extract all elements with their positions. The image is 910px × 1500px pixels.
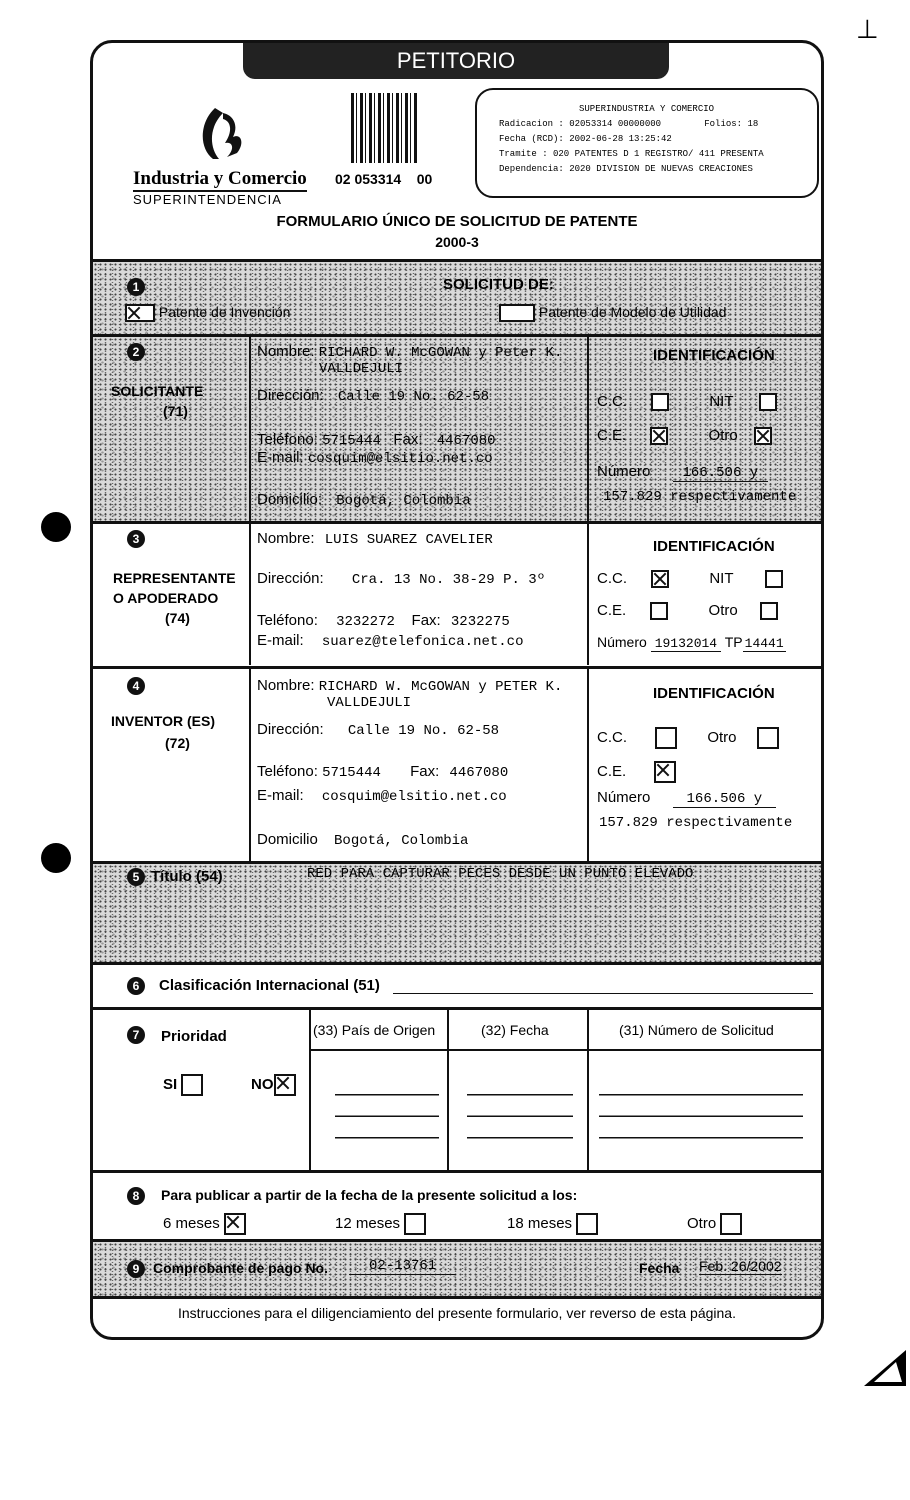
section-label: Para publicar a partir de la fecha de la presente solicitud a los: (161, 1187, 578, 1203)
stamp-line-1: SUPERINDUSTRIA Y COMERCIO (579, 104, 715, 114)
footer-note: Instrucciones para el diligenciamiento del presente formulario, ver reverso de esta página. (178, 1305, 736, 1321)
section-9 (93, 1242, 821, 1296)
section-8 (93, 1173, 821, 1239)
section-number: 3 (127, 530, 145, 548)
section-code: (72) (165, 735, 190, 751)
form-code: 2000-3 (435, 234, 479, 250)
applicant-fax: 4467080 (436, 433, 496, 449)
nit-checkbox[interactable] (765, 570, 783, 588)
section-number: 5 (127, 868, 145, 886)
section-5 (93, 864, 821, 962)
id-number: 19132014 (651, 636, 721, 652)
inventor-fax: 4467080 (449, 765, 509, 781)
section-code: (74) (165, 610, 190, 626)
id-number-row: Número 19132014 TP 14441 (597, 634, 784, 651)
inventor-phone: 5715444 (322, 765, 381, 781)
org-logo (133, 103, 313, 207)
section-label: INVENTOR (ES) (111, 713, 215, 729)
12-months-checkbox[interactable] (404, 1213, 426, 1235)
section-label: SOLICITANTE (111, 383, 204, 399)
no-checkbox[interactable] (274, 1074, 296, 1096)
section-label: Clasificación Internacional (51) (159, 977, 380, 994)
page-corner-mark: ⊥ (856, 14, 879, 44)
col-date: (32) Fecha (481, 1022, 549, 1038)
inventor-name: RICHARD W. McGOWAN y PETER K. (318, 679, 563, 695)
stamp-line-5: Dependencia: 2020 DIVISION DE NUEVAS CREACIONES (499, 164, 753, 174)
priority-blank-lines (599, 1074, 803, 1140)
email-row: E-mail: cosquim@elsitio.net.co (257, 449, 493, 467)
stamp-line-2: Radicacion : 02053314 00000000 Folios: 18 (499, 119, 759, 129)
inventor-email: cosquim@elsitio.net.co (321, 789, 507, 805)
section-label: Comprobante de pago No. (153, 1260, 328, 1276)
id-heading: IDENTIFICACIÓN (653, 685, 775, 702)
invention-patent-option[interactable]: Patente de Invención (125, 304, 290, 322)
utility-model-option[interactable]: Patente de Modelo de Utilidad (499, 304, 726, 322)
section-3 (93, 524, 821, 666)
section-1 (93, 262, 821, 334)
solicitud-heading: SOLICITUD DE: (443, 276, 554, 293)
nombre-row: Nombre: LUIS SUAREZ CAVELIER (257, 530, 493, 548)
section-4 (93, 669, 821, 861)
id-options-row-2: C.E. Otro (597, 602, 778, 620)
section-label: Prioridad (161, 1028, 227, 1045)
option-6-months: 6 meses (163, 1213, 246, 1235)
section-number: 9 (127, 1260, 145, 1278)
representative-name: LUIS SUAREZ CAVELIER (324, 532, 493, 548)
id-number-row: Número 166.506 y (597, 463, 768, 481)
priority-blank-lines (467, 1074, 573, 1140)
form-main-title: FORMULARIO ÚNICO DE SOLICITUD DE PATENTE (276, 213, 638, 230)
18-months-checkbox[interactable] (576, 1213, 598, 1235)
representative-fax: 3232275 (450, 614, 510, 630)
email-row: E-mail: suarez@telefonica.net.co (257, 632, 524, 650)
ce-checkbox[interactable] (650, 602, 668, 620)
barcode-number: 02 053314 00 (335, 171, 433, 187)
id-number-row: Número 166.506 y (597, 789, 776, 807)
priority-blank-lines (335, 1074, 439, 1140)
cc-checkbox[interactable] (655, 727, 677, 749)
col-country: (33) País de Origen (313, 1022, 436, 1038)
cc-checkbox[interactable] (651, 570, 669, 588)
id-options-row-1: C.C. Otro (597, 727, 779, 749)
no-option: NO (251, 1074, 296, 1096)
applicant-name-2: VALLDEJULI (319, 361, 404, 377)
punch-hole-top (41, 512, 71, 542)
section-code: (71) (163, 403, 188, 419)
id-options-row-2: C.E. Otro (597, 427, 772, 445)
form-title-banner (243, 43, 669, 79)
id-heading: IDENTIFICACIÓN (653, 347, 775, 364)
applicant-name: RICHARD W. McGOWAN y Peter K. (318, 345, 563, 361)
col-application-number: (31) Número de Solicitud (619, 1022, 774, 1038)
6-months-checkbox[interactable] (224, 1213, 246, 1235)
inventor-address: Calle 19 No. 62-58 (347, 723, 500, 739)
punch-hole-bottom (41, 843, 71, 873)
nombre-row: Nombre: RICHARD W. McGOWAN y Peter K. (257, 343, 563, 361)
si-option: SI (163, 1074, 203, 1096)
id-number: 166.506 y (673, 791, 777, 808)
otro-checkbox[interactable] (757, 727, 779, 749)
applicant-address: Calle 19 No. 62-58 (337, 389, 490, 405)
utility-checkbox[interactable] (499, 304, 535, 322)
direccion-row: Dirección: Calle 19 No. 62-58 (257, 721, 500, 739)
petitorio-title: PETITORIO (396, 48, 516, 73)
direccion-row: Dirección: Cra. 13 No. 38-29 P. 3º (257, 570, 546, 588)
classification-line (393, 993, 813, 994)
id-number: 166.506 y (673, 465, 769, 482)
corner-triangle-icon (862, 1348, 908, 1388)
id-options-row-1: C.C. NIT (597, 393, 777, 411)
option-18-months: 18 meses (507, 1213, 598, 1235)
section-2 (93, 337, 821, 521)
nombre-row: Nombre: RICHARD W. McGOWAN y PETER K. (257, 677, 563, 695)
section-7 (93, 1010, 821, 1170)
email-row: E-mail: cosquim@elsitio.net.co (257, 787, 507, 805)
inventor-name-2: VALLDEJULI (327, 695, 412, 711)
invention-checkbox[interactable] (125, 304, 155, 322)
applicant-phone: 5715444 (322, 433, 381, 449)
direccion-row: Dirección: Calle 19 No. 62-58 (257, 387, 490, 405)
telefono-row: Teléfono: 5715444 Fax: 4467080 (257, 431, 496, 449)
telefono-row: Teléfono: 3232272 Fax: 3232275 (257, 612, 510, 630)
nit-checkbox[interactable] (759, 393, 777, 411)
si-checkbox[interactable] (181, 1074, 203, 1096)
representative-email: suarez@telefonica.net.co (321, 634, 524, 650)
ce-checkbox[interactable] (650, 427, 668, 445)
id-heading: IDENTIFICACIÓN (653, 538, 775, 555)
applicant-email: cosquim@elsitio.net.co (307, 451, 493, 467)
section-label: Título (54) (151, 868, 223, 885)
section-6 (93, 965, 821, 1007)
barcode (351, 93, 419, 163)
other-checkbox[interactable] (720, 1213, 742, 1235)
otro-checkbox[interactable] (754, 427, 772, 445)
representative-address: Cra. 13 No. 38-29 P. 3º (351, 572, 546, 588)
section-label: REPRESENTANTE O APODERADO (113, 570, 236, 606)
id-options-row-2: C.E. (597, 761, 676, 783)
option-12-months: 12 meses (335, 1213, 426, 1235)
id-options-row-1: C.C. NIT (597, 570, 783, 588)
option-other: Otro (687, 1213, 742, 1235)
section-number: 7 (127, 1026, 145, 1044)
tp-number: 14441 (744, 636, 784, 651)
domicilio-row: Domicilio: Bogotá, Colombia (257, 491, 471, 509)
domicilio-row: Domicilio Bogotá, Colombia (257, 831, 469, 849)
section-number: 6 (127, 977, 145, 995)
id-number-2: 157.829 respectivamente (603, 489, 797, 505)
section-number: 2 (127, 343, 145, 361)
section-number: 1 (127, 278, 145, 296)
stamp-line-4: Tramite : 020 PATENTES D 1 REGISTRO/ 411 PRESENTA (499, 149, 764, 159)
cc-checkbox[interactable] (651, 393, 669, 411)
otro-checkbox[interactable] (760, 602, 778, 620)
divider (93, 1296, 821, 1299)
org-name: Industria y Comercio (133, 168, 307, 192)
logo-emblem-icon (193, 103, 253, 163)
invention-title: RED PARA CAPTURAR PECES DESDE UN PUNTO ELEVADO (307, 866, 694, 882)
payment-date-label: Fecha (639, 1260, 680, 1276)
payment-date: Feb. 26/2002 (699, 1258, 782, 1274)
inventor-domicile: Bogotá, Colombia (334, 833, 469, 849)
ce-checkbox[interactable] (654, 761, 676, 783)
reception-stamp (475, 88, 819, 198)
telefono-row: Teléfono: 5715444 Fax: 4467080 (257, 763, 509, 781)
section-number: 4 (127, 677, 145, 695)
id-number-2: 157.829 respectivamente (599, 815, 793, 831)
stamp-line-3: Fecha (RCD): 2002-06-28 13:25:42 (499, 134, 672, 144)
payment-number: 02-13761 (349, 1258, 456, 1275)
representative-phone: 3232272 (336, 614, 395, 630)
patent-form (90, 40, 824, 1340)
org-sub: SUPERINTENDENCIA (133, 192, 282, 207)
section-number: 8 (127, 1187, 145, 1205)
applicant-domicile: Bogotá, Colombia (336, 493, 471, 509)
